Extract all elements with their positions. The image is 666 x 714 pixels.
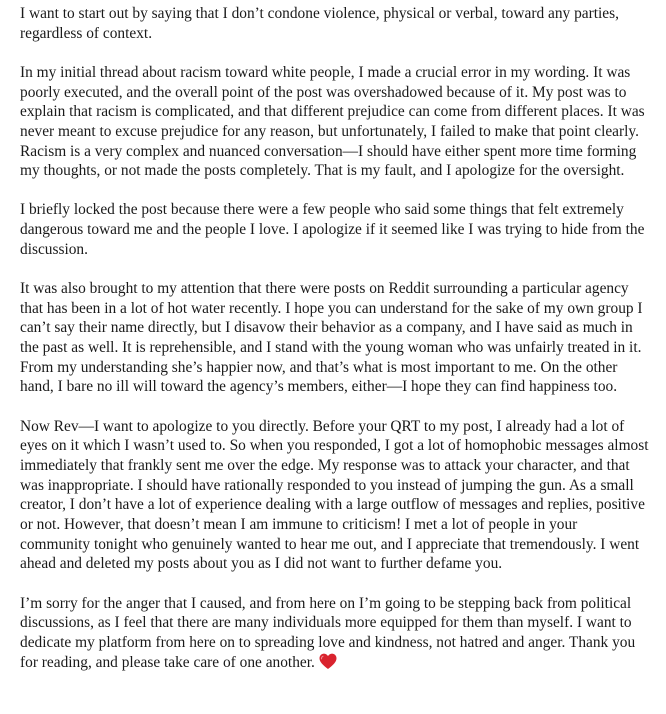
paragraph-racism-thread: In my initial thread about racism toward white people, I made a crucial error in my wording. It was poorly executed, and the overall point of the post was overshadowed because of it. My post was to explain that racism is complicated, and that different prejudice can come from different places. It was never meant to excuse prejudice for any reason, but unfortunately, I failed to make that point clearly. Racism is a very complex and nuanced conversation—I should have either spent more time forming my thoughts, or not made the posts completely. That is my fault, and I apologize for the oversight. (20, 63, 645, 180)
paragraph-intro: I want to start out by saying that I don’t condone violence, physical or verbal, toward any parties, regardless of context. (20, 5, 619, 42)
paragraph-agency: It was also brought to my attention that there were posts on Reddit surrounding a particular agency that has been in a lot of hot water recently. I hope you can understand for the sake of my own group I can’t say their name directly, but I disavow their behavior as a company, and I have said as much in the past as well. It is reprehensible, and I stand with the young woman who was unfairly treated in it. From my understanding she’s happier now, and that’s what is most important to me. On the other hand, I bare no ill will toward the agency’s members, either—I hope they can find happiness too. (20, 279, 643, 396)
red-heart-icon (319, 653, 337, 670)
closing-text: I’m sorry for the anger that I caused, and from here on I’m going to be stepping back from political discussions, as I feel that there are many individuals more equipped for them than myself. I want to dedicate my platform from here on to spreading love and kindness, not hatred and anger. Thank you for reading, and please take care of one another. (20, 594, 636, 671)
paragraph-rev-apology: Now Rev—I want to apologize to you directly. Before your QRT to my post, I already had a lot of eyes on it which I wasn’t used to. So when you responded, I got a lot of homophobic messages almost immediately that frankly sent me over the edge. My response was to attack your character, and that was inappropriate. I should have rationally responded to you instead of jumping the gun. As a small creator, I don’t have a lot of experience dealing with a large outflow of messages and replies, positive or not. However, that doesn’t mean I am immune to criticism! I met a lot of people in your community tonight who genuinely wanted to hear me out, and I appreciate that tremendously. I went ahead and deleted my posts about you as I did not want to further defame you. (20, 417, 649, 573)
paragraph-closing (20, 594, 650, 673)
paragraph-locked-post: I briefly locked the post because there were a few people who said some things that felt extremely dangerous toward me and the people I love. I apologize if it seemed like I was trying to hide from the discussion. (20, 201, 645, 258)
